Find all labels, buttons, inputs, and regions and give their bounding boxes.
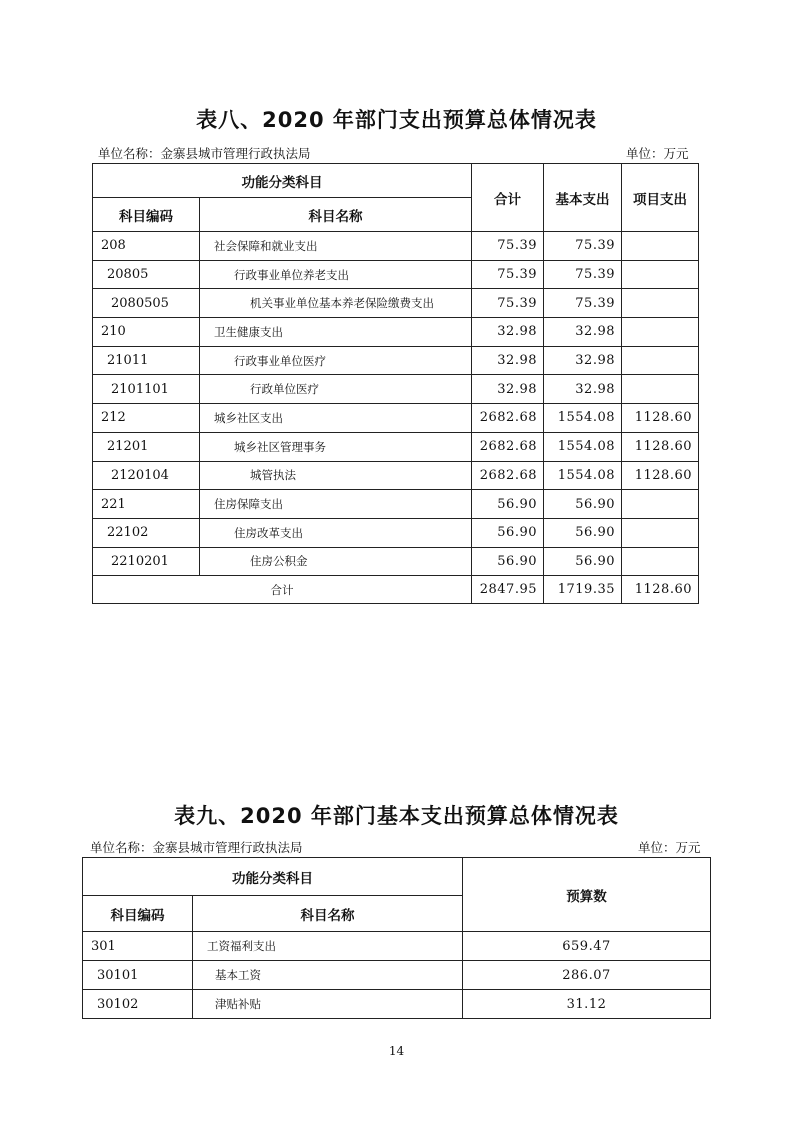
table9-unit: 单位：万元 [638,840,701,855]
cell-project [622,547,699,576]
cell-name: 卫生健康支出 [200,318,472,347]
total-basic: 1719.35 [544,576,622,604]
cell-basic: 32.98 [544,375,622,404]
header-amount: 预算数 [463,858,711,932]
cell-basic: 56.90 [544,518,622,547]
cell-project [622,260,699,289]
cell-code: 30101 [83,961,193,990]
header-project: 项目支出 [622,164,699,232]
total-label: 合计 [93,576,472,604]
cell-project: 1128.60 [622,404,699,433]
cell-name: 行政事业单位医疗 [200,346,472,375]
cell-code: 221 [93,490,200,519]
table9-title: 表九、2020 年部门基本支出预算总体情况表 [174,804,619,828]
cell-basic: 75.39 [544,232,622,261]
cell-name: 住房公积金 [200,547,472,576]
table9-unit-name: 单位名称：金寨县城市管理行政执法局 [90,840,303,855]
cell-name: 机关事业单位基本养老保险缴费支出 [200,289,472,318]
cell-project: 1128.60 [622,461,699,490]
cell-amount: 286.07 [463,961,711,990]
cell-total: 32.98 [472,375,544,404]
cell-name: 城乡社区支出 [200,404,472,433]
table-row [93,404,699,433]
cell-basic: 75.39 [544,260,622,289]
cell-project [622,518,699,547]
cell-name: 城管执法 [200,461,472,490]
total-project: 1128.60 [622,576,699,604]
header-func-category: 功能分类科目 [93,164,472,198]
cell-name: 工资福利支出 [193,932,463,961]
cell-code: 21011 [93,346,200,375]
cell-total: 75.39 [472,289,544,318]
cell-name: 住房改革支出 [200,518,472,547]
cell-total: 2682.68 [472,432,544,461]
table-row [93,318,699,347]
cell-total: 2682.68 [472,461,544,490]
cell-code: 208 [93,232,200,261]
cell-code: 22102 [93,518,200,547]
table-row [83,990,711,1019]
cell-basic: 56.90 [544,490,622,519]
cell-project [622,375,699,404]
table8 [92,163,699,604]
header-total: 合计 [472,164,544,232]
cell-total: 56.90 [472,518,544,547]
page-number: 14 [388,1044,405,1058]
cell-project: 1128.60 [622,432,699,461]
cell-code: 21201 [93,432,200,461]
cell-total: 75.39 [472,232,544,261]
cell-name: 住房保障支出 [200,490,472,519]
table-row [93,490,699,519]
cell-code: 301 [83,932,193,961]
cell-name: 城乡社区管理事务 [200,432,472,461]
cell-total: 32.98 [472,346,544,375]
cell-basic: 1554.08 [544,461,622,490]
table-row [93,346,699,375]
cell-total: 56.90 [472,490,544,519]
cell-basic: 56.90 [544,547,622,576]
table9 [82,857,711,1019]
cell-project [622,232,699,261]
table-row [83,961,711,990]
cell-name: 行政单位医疗 [200,375,472,404]
cell-name: 基本工资 [193,961,463,990]
cell-basic: 1554.08 [544,404,622,433]
header-name: 科目名称 [193,896,463,932]
cell-total: 75.39 [472,260,544,289]
table-row [93,289,699,318]
table-row [93,375,699,404]
cell-project [622,346,699,375]
cell-code: 2210201 [93,547,200,576]
table-row [93,260,699,289]
table-row [93,518,699,547]
table-row [93,432,699,461]
cell-project [622,490,699,519]
cell-project [622,318,699,347]
cell-total: 32.98 [472,318,544,347]
cell-code: 2120104 [93,461,200,490]
total-total: 2847.95 [472,576,544,604]
cell-basic: 75.39 [544,289,622,318]
table8-title: 表八、2020 年部门支出预算总体情况表 [196,108,597,132]
table-row [93,232,699,261]
cell-basic: 32.98 [544,318,622,347]
cell-code: 2101101 [93,375,200,404]
total-row [93,576,699,604]
cell-basic: 32.98 [544,346,622,375]
cell-code: 2080505 [93,289,200,318]
table-row [93,547,699,576]
header-code: 科目编码 [93,198,200,232]
cell-code: 210 [93,318,200,347]
table-row [93,461,699,490]
header-code: 科目编码 [83,896,193,932]
cell-code: 212 [93,404,200,433]
cell-total: 2682.68 [472,404,544,433]
cell-basic: 1554.08 [544,432,622,461]
cell-name: 社会保障和就业支出 [200,232,472,261]
header-func-category: 功能分类科目 [83,858,463,896]
cell-code: 20805 [93,260,200,289]
cell-amount: 31.12 [463,990,711,1019]
cell-total: 56.90 [472,547,544,576]
table8-unit-name: 单位名称：金寨县城市管理行政执法局 [98,146,311,161]
table-row [83,932,711,961]
cell-name: 津贴补贴 [193,990,463,1019]
table8-unit: 单位：万元 [626,146,689,161]
cell-code: 30102 [83,990,193,1019]
cell-name: 行政事业单位养老支出 [200,260,472,289]
header-name: 科目名称 [200,198,472,232]
cell-amount: 659.47 [463,932,711,961]
header-basic: 基本支出 [544,164,622,232]
cell-project [622,289,699,318]
